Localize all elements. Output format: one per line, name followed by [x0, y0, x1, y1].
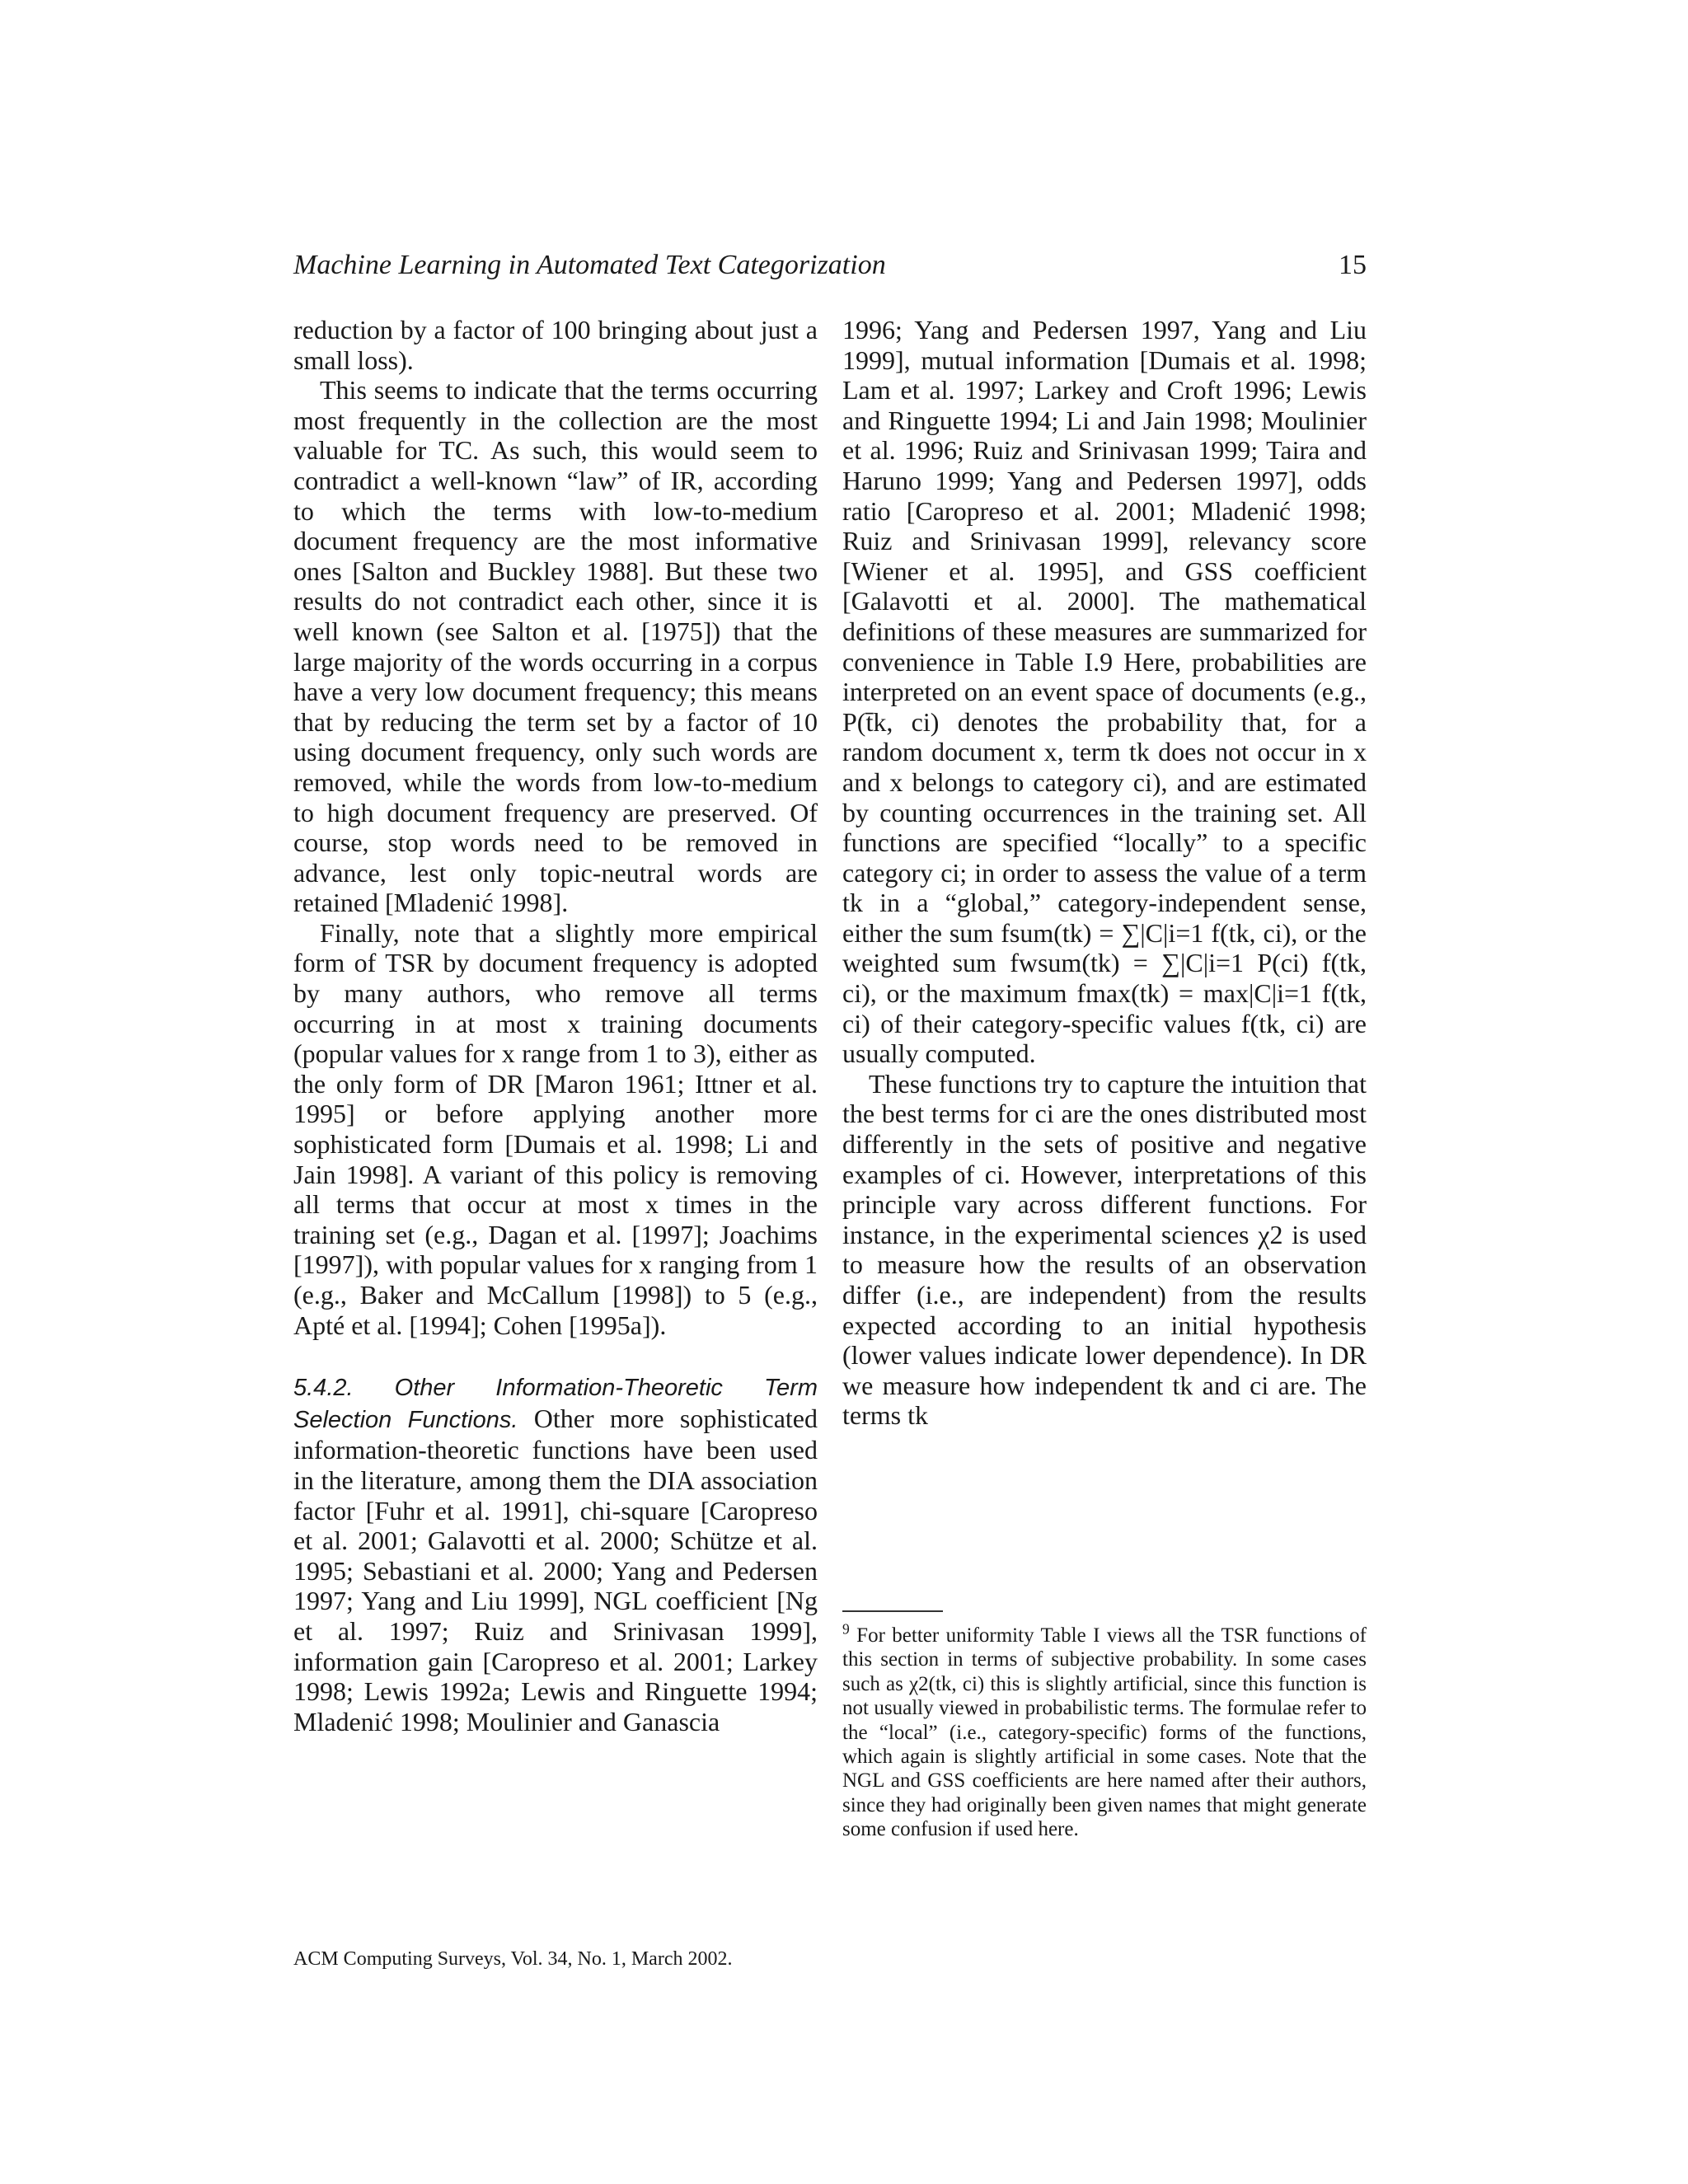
page-footer: ACM Computing Surveys, Vol. 34, No. 1, March 2002. — [293, 1948, 733, 1970]
footnote-rule — [842, 1610, 943, 1612]
left-column — [293, 315, 818, 1736]
paragraph-text: Other more sophisticated information-theoretic functions have been used in the literature, among them the DIA association factor [Fuhr et al. 1991], chi-square [Caropreso et al. 2001; Galavotti et al. 2000; Schütze et al. 1995; Sebastiani et al. 2000; Yang and Pedersen 1997; Yang and Liu 1999], NGL coefficient [Ng et al. 1997; Ruiz and Srinivasan 1999], information gain [Caropreso et al. 2001; Larkey 1998; Lewis 1992a; Lewis and Ringuette 1994; Mladenić 1998; Moulinier and Ganascia — [293, 1403, 818, 1736]
paragraph: 1996; Yang and Pedersen 1997, Yang and Liu 1999], mutual information [Dumais et al. 1998; Lam et al. 1997; Larkey and Croft 1996; Lewis and Ringuette 1994; Li and Jain 1998; Moulinier et al. 1996; Ruiz and Srinivasan 1999; Taira and Haruno 1999; Yang and Pedersen 1997], odds ratio [Caropreso et al. 2001; Mladenić 1998; Ruiz and Srinivasan 1999], relevancy score [Wiener et al. 1995], and GSS coefficient [Galavotti et al. 2000]. The mathematical definitions of these measures are summarized for convenience in Table I.9 Here, probabilities are interpreted on an event space of documents (e.g., P(t̄k, ci) denotes the probability that, for a random document x, term tk does not occur in x and x belongs to category ci), and are estimated by counting occurrences in the training set. All functions are specified “locally” to a specific category ci; in order to assess the value of a term tk in a “global,” category-independent sense, either the sum fsum(tk) = ∑|C|i=1 f(tk, ci), or the weighted sum fwsum(tk) = ∑|C|i=1 P(ci) f(tk, ci), or the maximum fmax(tk) = max|C|i=1 f(tk, ci) of their category-specific values f(tk, ci) are usually computed. — [842, 315, 1367, 1069]
footnote — [842, 1620, 1367, 1842]
footnote-number: 9 — [842, 1620, 850, 1638]
paragraph: Finally, note that a slightly more empirical form of TSR by document frequency is adopted by many authors, who remove all terms occurring in at most x training documents (popular values for x range from 1 to 3), either as the only form of DR [Maron 1961; Ittner et al. 1995] or before applying another more sophisticated form [Dumais et al. 1998; Li and Jain 1998]. A variant of this policy is removing all terms that occur at most x times in the training set (e.g., Dagan et al. [1997]; Joachims [1997]), with popular values for x ranging from 1 (e.g., Baker and McCallum [1998]) to 5 (e.g., Apté et al. [1994]; Cohen [1995a]). — [293, 917, 818, 1340]
footnote-text: For better uniformity Table I views all the TSR functions of this section in terms of subjective probability. In some cases such as χ2(tk, ci) this is slightly artificial, since this function is not usually viewed in probabilistic terms. The formulae refer to the “local” (i.e., category-specific) forms of the functions, which again is slightly artificial in some cases. Note that the NGL and GSS coefficients are here named after their authors, since they had originally been given names that might generate some confusion if used here. — [842, 1624, 1367, 1841]
running-title: Machine Learning in Automated Text Categorization — [293, 250, 886, 280]
paragraph: reduction by a factor of 100 bringing about just a small loss). — [293, 315, 818, 375]
paragraph: This seems to indicate that the terms occurring most frequently in the collection are the most valuable for TC. As such, this would seem to contradict a well-known “law” of IR, according to which the terms with low-to-medium document frequency are the most informative ones [Salton and Buckley 1988]. But these two results do not contradict each other, since it is well known (see Salton et al. [1975]) that the large majority of the words occurring in a corpus have a very low document frequency; this means that by reducing the term set by a factor of 10 using document frequency, only such words are removed, while the words from low-to-medium to high document frequency are preserved. Of course, stop words need to be removed in advance, lest only topic-neutral words are retained [Mladenić 1998]. — [293, 375, 818, 918]
section-paragraph — [293, 1371, 818, 1736]
right-column — [842, 315, 1367, 1431]
page-number: 15 — [1339, 250, 1367, 280]
section-heading: 5.4.2. Other Information-Theoretic Term Selection Functions. — [293, 1375, 818, 1433]
paragraph: These functions try to capture the intuition that the best terms for ci are the ones distributed most differently in the sets of positive and negative examples of ci. However, interpretations of this principle vary across different functions. For instance, in the experimental sciences χ2 is used to measure how the results of an observation differ (i.e., are independent) from the results expected according to an initial hypothesis (lower values indicate lower dependence). In DR we measure how independent tk and ci are. The terms tk — [842, 1068, 1367, 1431]
running-header — [293, 247, 1367, 284]
